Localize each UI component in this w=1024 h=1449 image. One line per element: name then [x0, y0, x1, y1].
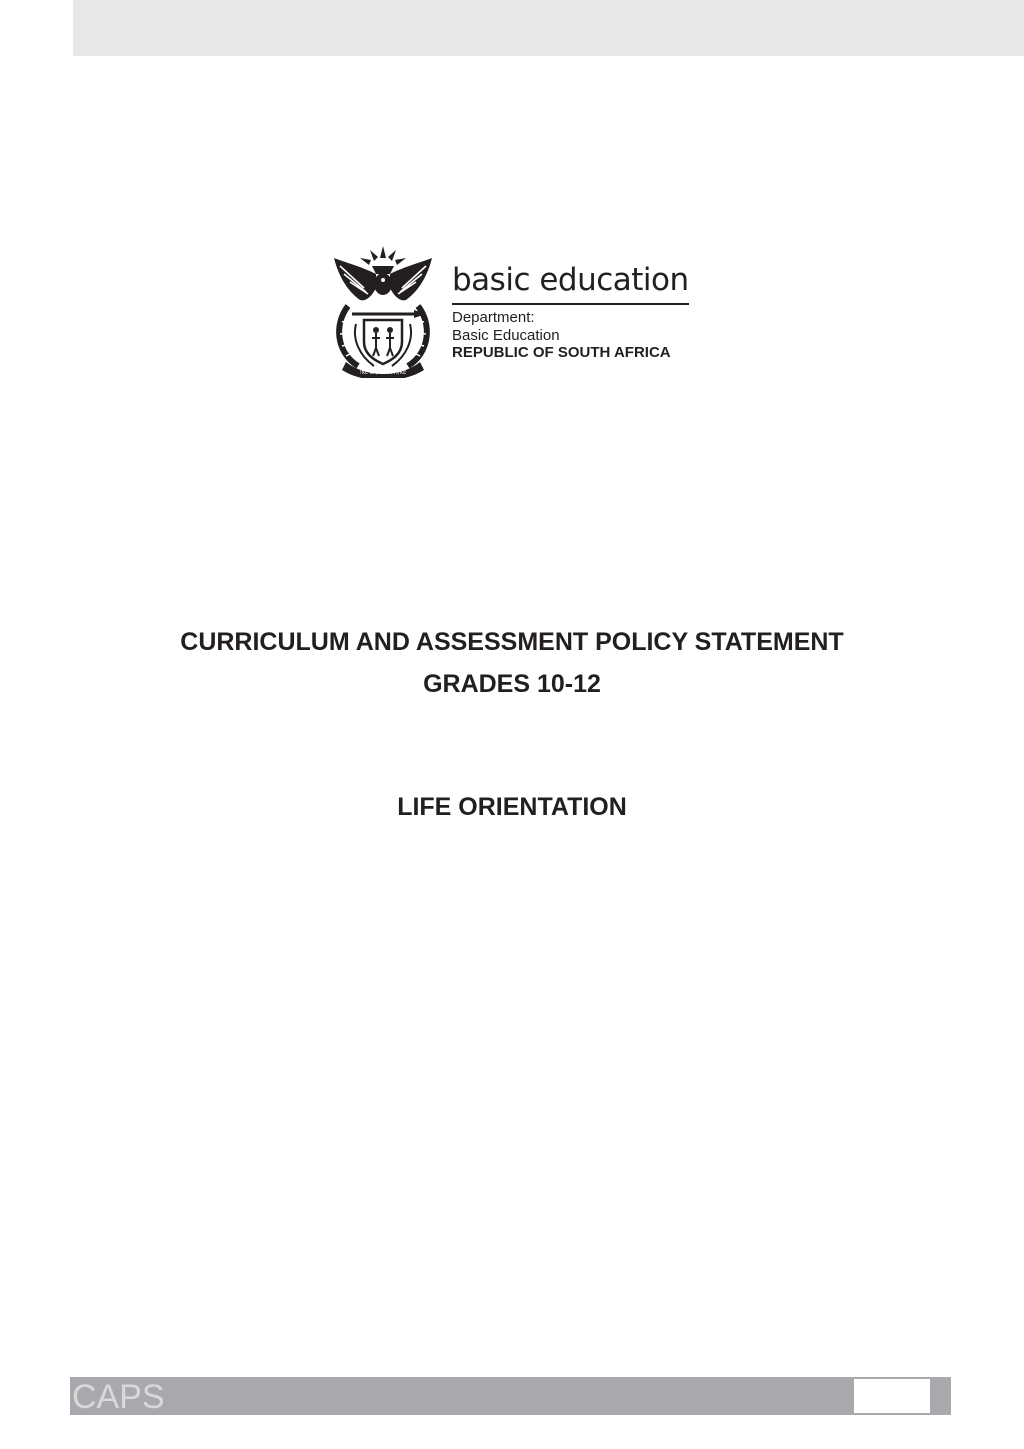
department-label: Department: [452, 309, 535, 326]
top-header-band [73, 0, 1024, 56]
document-title: CURRICULUM AND ASSESSMENT POLICY STATEMENT [180, 628, 844, 656]
footer-bar [70, 1377, 951, 1415]
document-grades: GRADES 10-12 [423, 670, 601, 698]
crest-motto: !KE E: /XARRA //KE [359, 370, 407, 376]
page-number-box [854, 1379, 930, 1413]
country-name: REPUBLIC OF SOUTH AFRICA [452, 344, 671, 361]
coat-of-arms-icon [330, 244, 436, 378]
brand-title: basic education [452, 262, 689, 298]
footer-caps-label: CAPS [72, 1378, 165, 1416]
department-name: Basic Education [452, 327, 560, 344]
document-subject: LIFE ORIENTATION [397, 793, 627, 821]
brand-divider [452, 303, 689, 305]
department-logo [330, 244, 700, 380]
